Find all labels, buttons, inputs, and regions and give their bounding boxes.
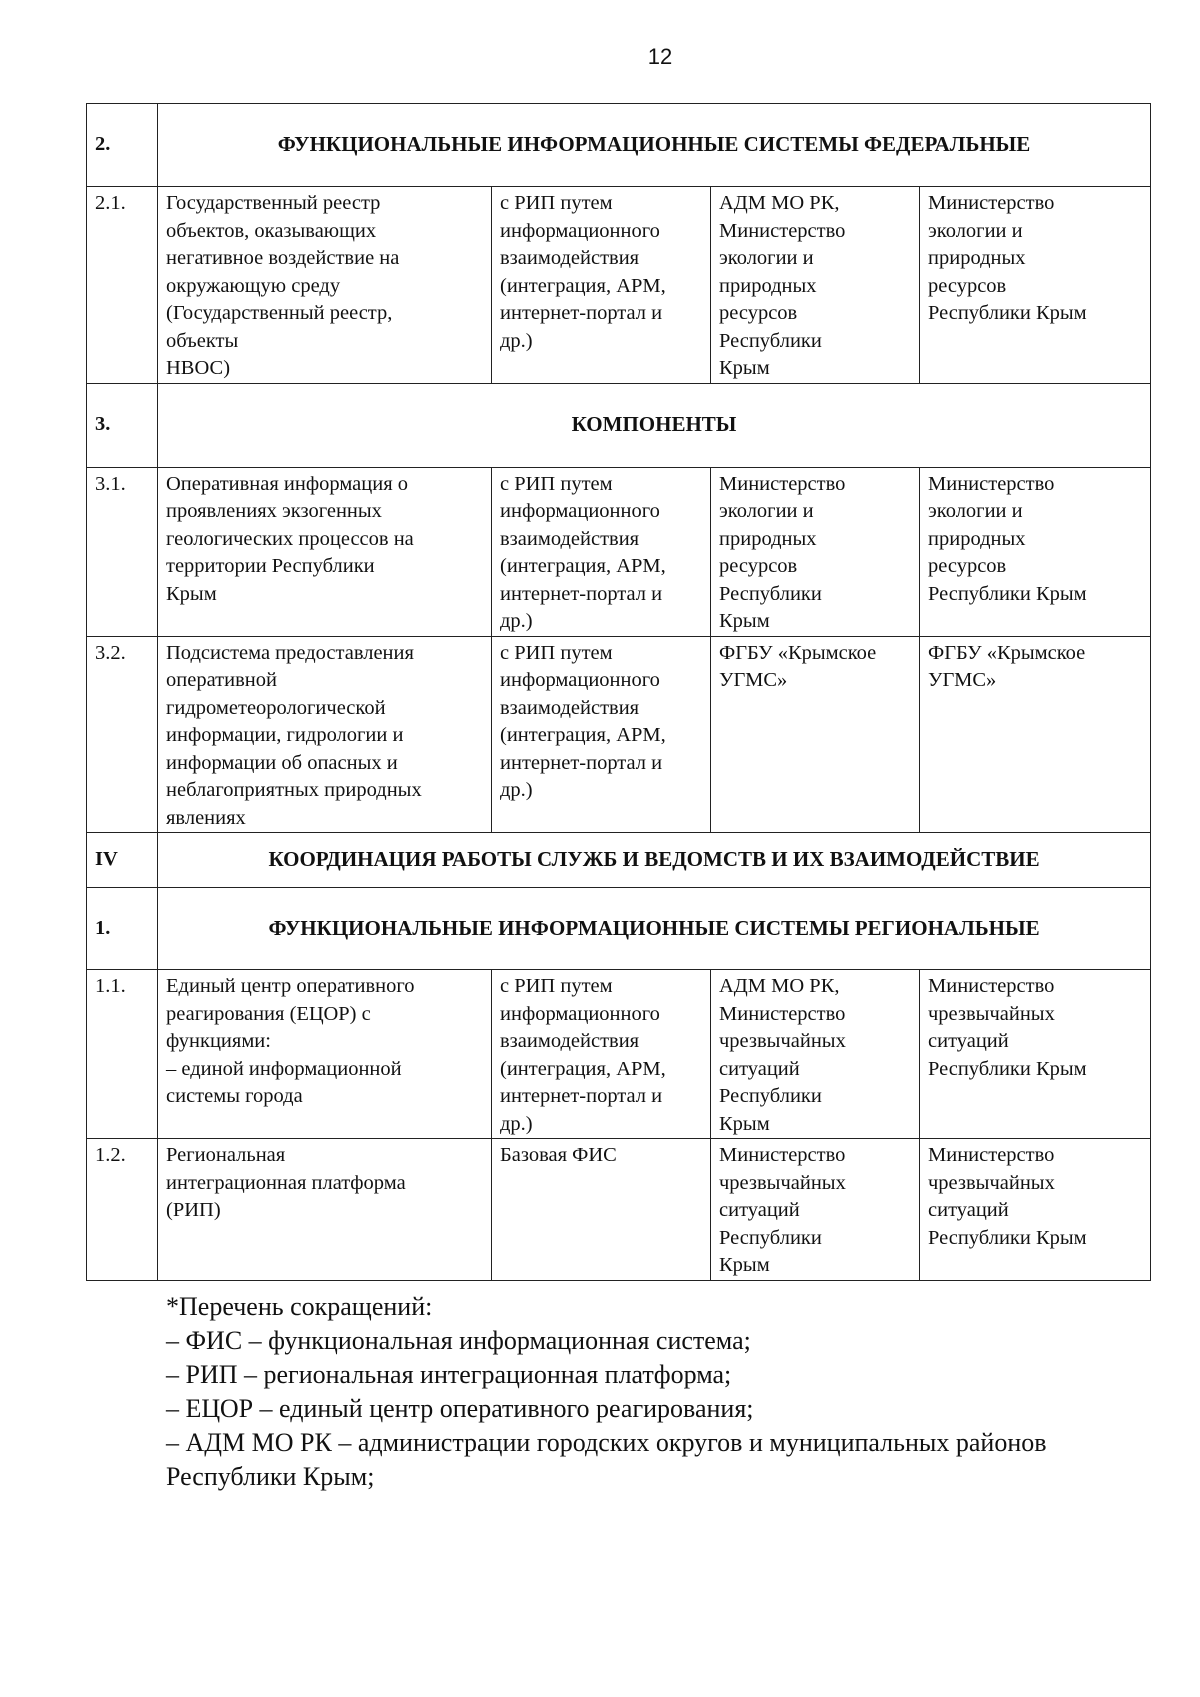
table-row — [87, 467, 1151, 636]
row-number: 1.1. — [87, 970, 158, 1139]
table-row — [87, 636, 1151, 833]
integration-method-cell: с РИП путем информационного взаимодействия (интеграция, АРМ, интернет-портал и др.) — [492, 467, 711, 636]
integration-method-cell: с РИП путем информационного взаимодействия (интеграция, АРМ, интернет-портал и др.) — [492, 187, 711, 384]
abbreviations-footnote — [166, 1290, 1166, 1494]
section-number: IV — [87, 833, 158, 888]
integration-method-cell: с РИП путем информационного взаимодействия (интеграция, АРМ, интернет-портал и др.) — [492, 970, 711, 1139]
section-title: КООРДИНАЦИЯ РАБОТЫ СЛУЖБ И ВЕДОМСТВ И ИХ ВЗАИМОДЕЙСТВИЕ — [158, 833, 1151, 888]
system-name-cell: Государственный реестр объектов, оказывающих негативное воздействие на окружающую среду (Государственный реестр, объекты НВОС) — [158, 187, 492, 384]
row-number: 1.2. — [87, 1139, 158, 1281]
integration-method-cell: Базовая ФИС — [492, 1139, 711, 1281]
footnote-item: – РИП – региональная интеграционная платформа; — [166, 1360, 732, 1389]
system-name-cell: Региональная интеграционная платформа (РИП) — [158, 1139, 492, 1281]
system-name-cell: Единый центр оперативного реагирования (ЕЦОР) с функциями: – единой информационной системы города — [158, 970, 492, 1139]
section-row — [87, 833, 1151, 888]
data-source-cell: Министерство экологии и природных ресурсов Республики Крым — [711, 467, 920, 636]
footnote-item: – ФИС – функциональная информационная система; — [166, 1326, 751, 1355]
table-row — [87, 970, 1151, 1139]
footnote-heading: *Перечень сокращений: — [166, 1292, 433, 1321]
owner-cell: Министерство чрезвычайных ситуаций Республики Крым — [920, 1139, 1151, 1281]
section-row — [87, 104, 1151, 187]
system-name-cell: Оперативная информация о проявлениях экзогенных геологических процессов на территории Республики Крым — [158, 467, 492, 636]
table-row — [87, 187, 1151, 384]
data-source-cell: Министерство чрезвычайных ситуаций Республики Крым — [711, 1139, 920, 1281]
section-row — [87, 888, 1151, 970]
footnote-item: – ЕЦОР – единый центр оперативного реагирования; — [166, 1394, 754, 1423]
data-source-cell: ФГБУ «Крымское УГМС» — [711, 636, 920, 833]
section-row — [87, 383, 1151, 467]
data-source-cell: АДМ МО РК, Министерство экологии и природных ресурсов Республики Крым — [711, 187, 920, 384]
row-number: 3.1. — [87, 467, 158, 636]
row-number: 3.2. — [87, 636, 158, 833]
owner-cell: Министерство чрезвычайных ситуаций Республики Крым — [920, 970, 1151, 1139]
row-number: 2.1. — [87, 187, 158, 384]
footnote-item: – АДМ МО РК – администрации городских округов и муниципальных районов Республики Крым; — [166, 1428, 1047, 1491]
owner-cell: ФГБУ «Крымское УГМС» — [920, 636, 1151, 833]
system-name-cell: Подсистема предоставления оперативной гидрометеорологической информации, гидрологии и информации об опасных и неблагоприятных природных явлениях — [158, 636, 492, 833]
section-number: 1. — [87, 888, 158, 970]
page-number: 12 — [647, 44, 673, 69]
section-title: ФУНКЦИОНАЛЬНЫЕ ИНФОРМАЦИОННЫЕ СИСТЕМЫ РЕГИОНАЛЬНЫЕ — [158, 888, 1151, 970]
table-row — [87, 1139, 1151, 1281]
data-source-cell: АДМ МО РК, Министерство чрезвычайных ситуаций Республики Крым — [711, 970, 920, 1139]
section-number: 3. — [87, 383, 158, 467]
owner-cell: Министерство экологии и природных ресурсов Республики Крым — [920, 187, 1151, 384]
section-number: 2. — [87, 104, 158, 187]
section-title: ФУНКЦИОНАЛЬНЫЕ ИНФОРМАЦИОННЫЕ СИСТЕМЫ ФЕДЕРАЛЬНЫЕ — [158, 104, 1151, 187]
systems-table — [86, 103, 1151, 1281]
section-title: КОМПОНЕНТЫ — [158, 383, 1151, 467]
owner-cell: Министерство экологии и природных ресурсов Республики Крым — [920, 467, 1151, 636]
integration-method-cell: с РИП путем информационного взаимодействия (интеграция, АРМ, интернет-портал и др.) — [492, 636, 711, 833]
